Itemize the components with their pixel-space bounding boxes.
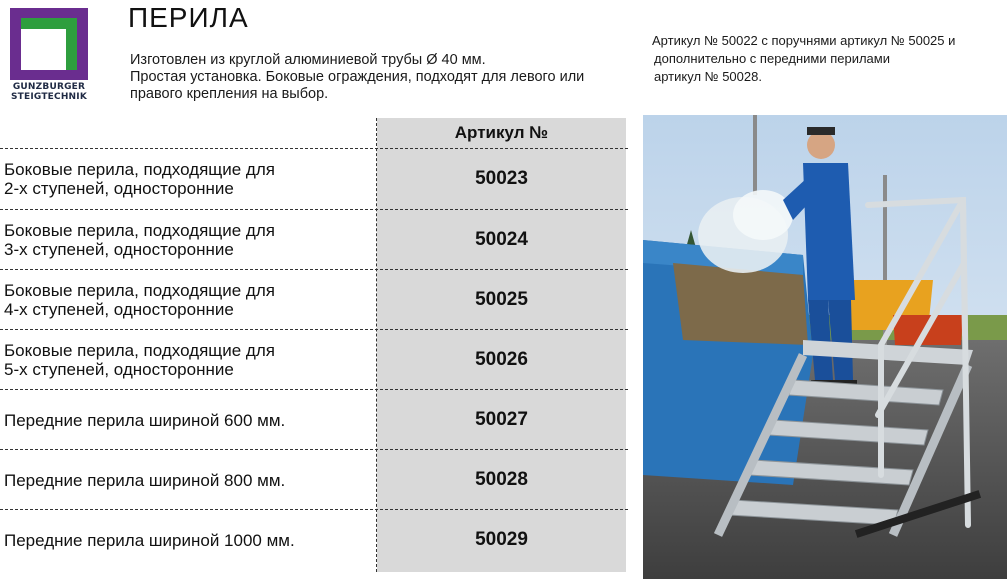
row-name-line-1: Передние перила шириной 1000 мм. — [4, 530, 295, 550]
logo-line-1: GUNZBURGER — [12, 82, 86, 92]
row-article: 50024 — [475, 229, 528, 250]
description-line-1: Изготовлен из круглой алюминиевой трубы Ø 40 мм. — [130, 52, 486, 68]
row-name-line-1: Боковые перила, подходящие для — [4, 281, 275, 300]
row-article: 50026 — [475, 349, 528, 370]
row-name-line-2: 4-х ступеней, односторонние — [4, 300, 234, 319]
logo-line-2: STEIGTECHNIK — [10, 92, 88, 102]
table-row — [0, 450, 628, 510]
table-row — [0, 210, 628, 270]
product-photo — [643, 115, 1007, 579]
row-article: 50023 — [475, 168, 528, 189]
row-name — [4, 510, 372, 570]
row-name-line-2: 2-х ступеней, односторонние — [4, 179, 234, 198]
row-name — [4, 149, 372, 209]
row-name — [4, 450, 372, 510]
table-row — [0, 149, 628, 209]
logo-mark-icon — [10, 8, 88, 80]
table-row — [0, 270, 628, 330]
row-name-line-1: Передние перила шириной 800 мм. — [4, 470, 286, 490]
note-line-1: Артикул № 50022 с поручнями артикул № 50025 и — [652, 33, 956, 48]
row-name-line-1: Передние перила шириной 600 мм. — [4, 410, 286, 430]
note-line-2: дополнительно с передними перилами — [654, 51, 890, 66]
product-photo-illustration — [643, 115, 1007, 579]
row-name-line-1: Боковые перила, подходящие для — [4, 341, 275, 360]
logo-text — [10, 82, 88, 102]
row-name — [4, 390, 372, 450]
row-name-line-1: Боковые перила, подходящие для — [4, 160, 275, 179]
row-name — [4, 210, 372, 270]
row-article: 50027 — [475, 409, 528, 430]
row-name — [4, 270, 372, 330]
note-line-3: артикул № 50028. — [654, 69, 762, 84]
row-article: 50029 — [475, 529, 528, 550]
description-line-3: правого крепления на выбор. — [130, 86, 329, 102]
row-name-line-1: Боковые перила, подходящие для — [4, 221, 275, 240]
article-column-header: Артикул № — [454, 123, 549, 142]
article-note — [652, 32, 1002, 86]
table-row — [0, 330, 628, 390]
row-name-line-2: 3-х ступеней, односторонние — [4, 240, 234, 259]
row-article: 50025 — [475, 289, 528, 310]
row-name-line-2: 5-х ступеней, односторонние — [4, 360, 234, 379]
table-row — [0, 510, 628, 570]
row-article: 50028 — [475, 469, 528, 490]
row-name — [4, 330, 372, 390]
description-line-2: Простая установка. Боковые ограждения, подходят для левого или — [130, 69, 585, 85]
brand-logo — [10, 8, 88, 108]
table-row — [0, 390, 628, 450]
articles-table — [0, 118, 628, 572]
page-title: ПЕРИЛА — [128, 2, 249, 33]
product-description — [130, 52, 630, 103]
